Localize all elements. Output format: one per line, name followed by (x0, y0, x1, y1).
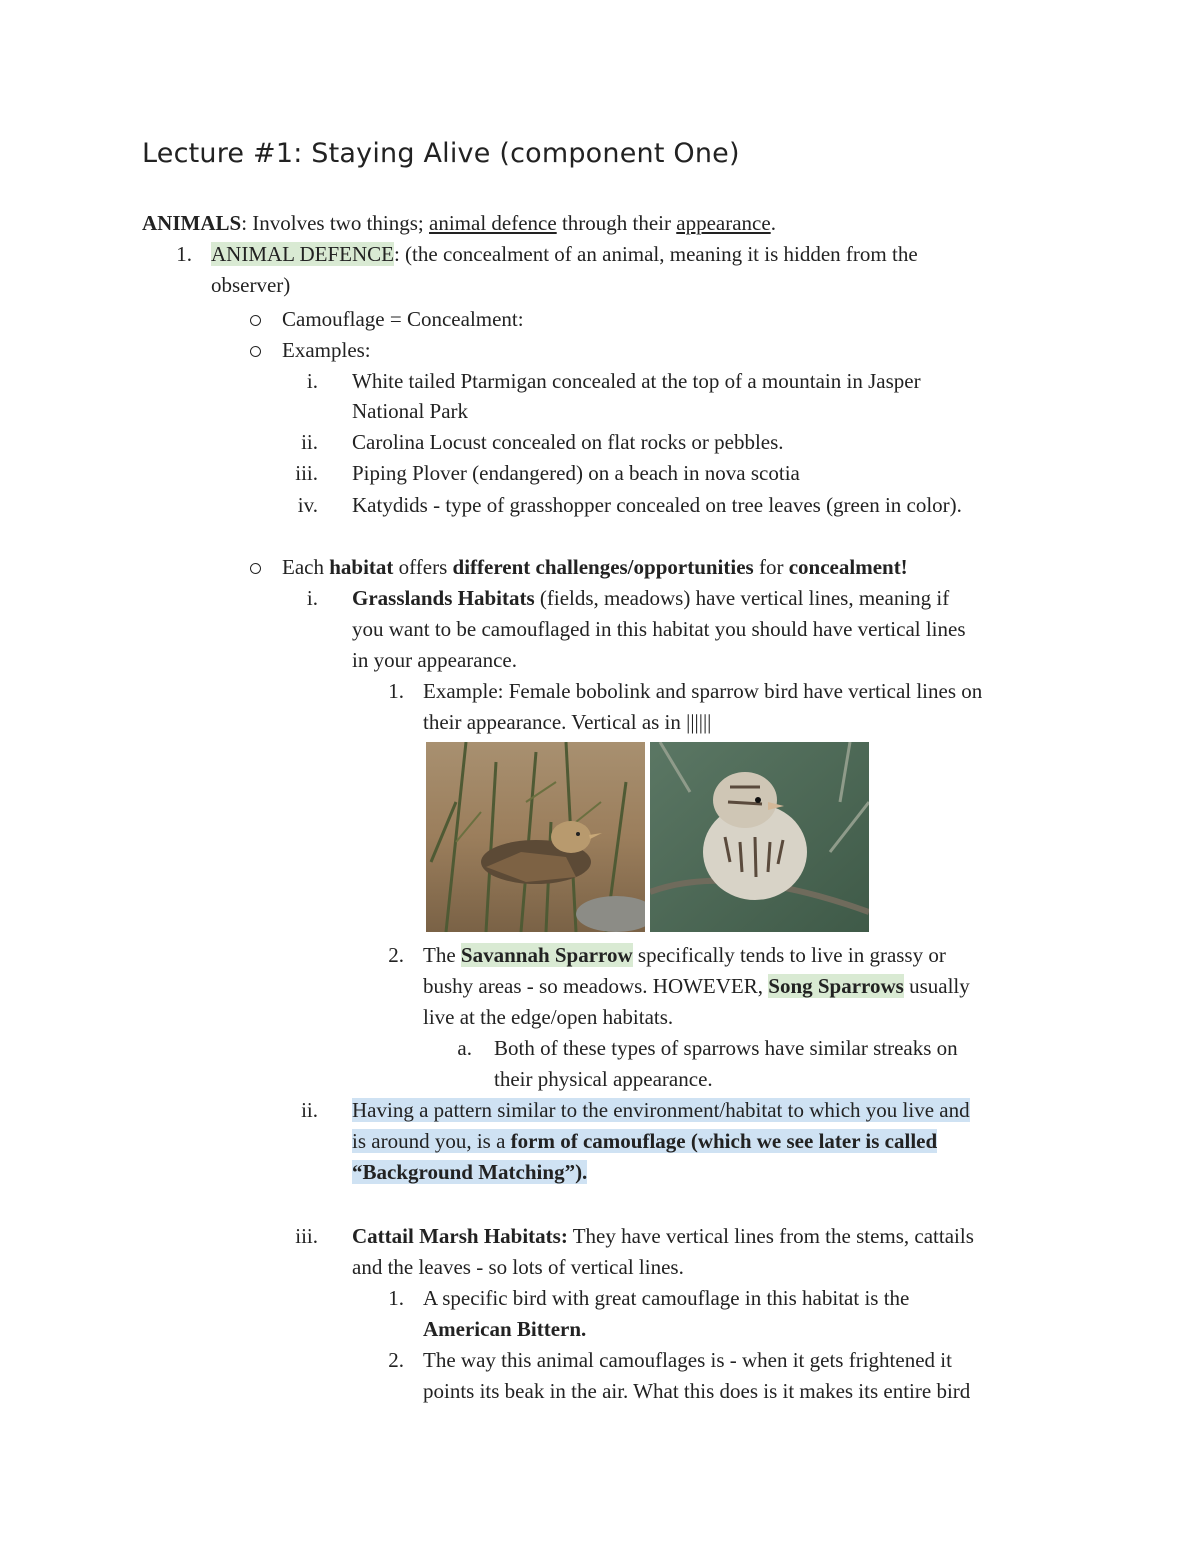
examples-bullet: Examples: (282, 338, 371, 362)
savannah-line: The Savannah Sparrow specifically tends to live in grassy or (423, 943, 946, 967)
habitat-bullet: Each habitat offers different challenges/opportunities for concealment! (282, 555, 908, 579)
streaks-line: Both of these types of sparrows have similar streaks on (494, 1036, 958, 1060)
bittern-camouflage: The way this animal camouflages is - when it gets frightened it (423, 1348, 952, 1372)
appearance-text: appearance (676, 211, 771, 235)
bullet-icon (250, 346, 261, 357)
example-katydids: Katydids - type of grasshopper concealed on tree leaves (green in color). (352, 493, 962, 517)
list-marker: 1. (388, 1286, 404, 1310)
song-sparrow-line: bushy areas - so meadows. HOWEVER, Song Sparrows usually (423, 974, 970, 998)
list-marker: 2. (388, 943, 404, 967)
example-locust: Carolina Locust concealed on flat rocks or pebbles. (352, 430, 784, 454)
bittern-line: A specific bird with great camouflage in this habitat is the (423, 1286, 910, 1310)
list-marker: 1. (176, 242, 192, 266)
list-marker: ii. (301, 430, 318, 454)
background-matching: “Background Matching”). (352, 1160, 588, 1184)
list-marker: a. (457, 1036, 472, 1060)
list-marker: 1. (388, 679, 404, 703)
grasslands-line: Grasslands Habitats (fields, meadows) have vertical lines, meaning if (352, 586, 950, 610)
example-ptarmigan: White tailed Ptarmigan concealed at the top of a mountain in Jasper (352, 369, 921, 393)
animal-defence-text: animal defence (429, 211, 557, 235)
list-marker: i. (306, 586, 318, 610)
bullet-icon (250, 563, 261, 574)
list-marker: 2. (388, 1348, 404, 1372)
bobolink-example: Example: Female bobolink and sparrow bird have vertical lines on (423, 679, 983, 703)
bobolink-photo (426, 742, 645, 932)
bobolink-example-cont: their appearance. Vertical as in |||||| (423, 710, 712, 734)
bullet-icon (250, 315, 261, 326)
bittern-camouflage-cont: points its beak in the air. What this does is it makes its entire bird (423, 1379, 971, 1403)
cattail-line: Cattail Marsh Habitats: They have vertical lines from the stems, cattails (352, 1224, 974, 1248)
streaks-cont: their physical appearance. (494, 1067, 713, 1091)
song-sparrows-highlight: Song Sparrows (768, 974, 904, 998)
animal-defence-cont: observer) (211, 273, 291, 297)
list-marker: iv. (297, 493, 318, 517)
pattern-line: Having a pattern similar to the environment/habitat to which you live and (352, 1098, 970, 1122)
list-marker: ii. (301, 1098, 318, 1122)
animal-defence-line: ANIMAL DEFENCE: (the concealment of an animal, meaning it is hidden from the (211, 242, 918, 266)
animals-intro: ANIMALS: Involves two things; animal defence through their appearance. (142, 211, 776, 235)
bittern-name: American Bittern. (423, 1317, 587, 1341)
grasslands-cont: in your appearance. (352, 648, 517, 672)
animals-label: ANIMALS (142, 211, 242, 235)
cattail-cont: and the leaves - so lots of vertical lines. (352, 1255, 684, 1279)
camouflage-bullet: Camouflage = Concealment: (282, 307, 524, 331)
list-marker: iii. (295, 1224, 318, 1248)
song-sparrow-cont: live at the edge/open habitats. (423, 1005, 674, 1029)
list-marker: iii. (295, 461, 318, 485)
page-title: Lecture #1: Staying Alive (component One) (142, 138, 740, 169)
grasslands-cont: you want to be camouflaged in this habitat you should have vertical lines (352, 617, 966, 641)
list-marker: i. (306, 369, 318, 393)
animal-defence-highlight: ANIMAL DEFENCE (211, 242, 394, 266)
savannah-sparrow-highlight: Savannah Sparrow (460, 943, 633, 967)
pattern-line-2: is around you, is a form of camouflage (which we see later is called (352, 1129, 938, 1153)
example-ptarmigan-cont: National Park (352, 399, 469, 423)
savannah-sparrow-photo (650, 742, 869, 932)
example-plover: Piping Plover (endangered) on a beach in nova scotia (352, 461, 800, 485)
